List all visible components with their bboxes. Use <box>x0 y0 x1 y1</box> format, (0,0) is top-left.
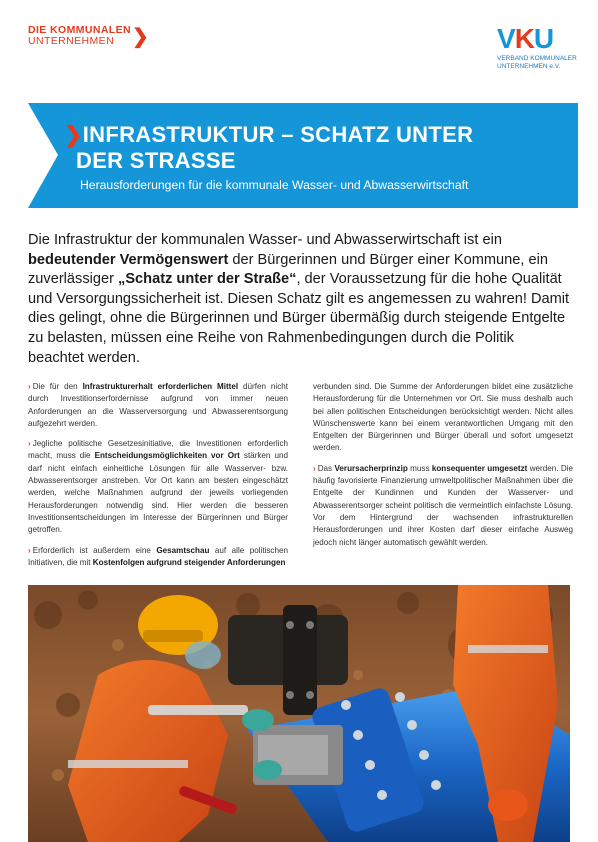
logo-line2: UNTERNEHMEN <box>28 35 115 47</box>
bullet-paragraph: › Die für den Infrastrukturerhalt erforderlichen Mittel dürfen nicht durch Investitionserfordernisse aufgrund von immer neuen Anforderungen an die Wasserversorgung und Abwasserentsorgung aufgezehrt werden. <box>28 382 289 428</box>
chevron-right-icon: › <box>28 382 31 391</box>
bullet-paragraph: › Jegliche politische Gesetzesinitiative, die Investitionen erforderlich macht, muss die Entscheidungsmöglichkeiten vor Ort stärken und darf nicht einfach einheitliche Lösungen für alle Wasserver- bzw. Abwasserentsorger anstreben. Vor Ort kann am besten eingeschätzt werden, welche Maßnahmen aufgrund der jeweils vorliegenden Herausforderungen notwendig sind. Hier werden die besseren Investitionsentscheidungen im Interesse der Bürgerinnen und Bürger getroffen. <box>28 439 288 535</box>
banner-notch <box>28 103 58 208</box>
logo-line1: DIE KOMMUNALEN <box>28 24 132 36</box>
chevron-right-icon: › <box>28 545 31 555</box>
page-subtitle: Herausforderungen für die kommunale Wasser- und Abwasserwirtschaft <box>80 178 469 192</box>
vku-logo-mark: VKU <box>497 23 554 54</box>
logo-k-icon: ❯ <box>132 26 149 48</box>
page-title: ❯INFRASTRUKTUR – SCHATZ UNTER DER STRASSE <box>64 122 474 173</box>
chevron-right-icon: › <box>313 463 316 473</box>
chevron-right-icon: › <box>28 439 31 449</box>
continuation-paragraph: verbunden sind. Die Summe der Anforderungen bildet eine zusätzliche Herausforderung für die Unternehmen vor Ort. Sie muss deshalb auch bei allen politischen Entscheidungen berücksichtigt werden. Nicht alles Wünschenswerte kann bei einem verantwortlichen Umgang mit den Entgelten der Bürgerinnen und Bürger überall und sofort umgesetzt werden. <box>313 382 573 453</box>
right-column <box>313 381 573 557</box>
vku-logo-sub1: VERBAND KOMMUNALER <box>497 55 577 62</box>
bullet-paragraph: › Das Verursacherprinzip muss konsequenter umgesetzt werden. Die häufig favorisierte Finanzierung umweltpolitischer Maßnahmen über die Entgelte der Kundinnen und Kunden der Wasserver- und Abwasserentsorger scheint politisch die vermeintlich einfachste Lösung. Vor dem Hintergrund der wachsenden infrastrukturellen Herausforderungen und ihrer Kosten darf dieser einfache Ausweg jedoch nicht länger automatisch gewählt werden. <box>313 463 573 547</box>
pipeline-workers-photo <box>28 585 570 842</box>
bullet-paragraph: › Erforderlich ist außerdem eine Gesamtschau auf alle politischen Initiativen, die mit Kostenfolgen aufgrund steigender Anforderungen <box>28 545 288 567</box>
vku-logo <box>497 25 587 71</box>
chevron-right-icon: ❯ <box>64 122 83 147</box>
left-column <box>28 381 288 577</box>
intro-paragraph: Die Infrastruktur der kommunalen Wasser- und Abwasserwirtschaft ist ein bedeutender Vermögenswert der Bürgerinnen und Bürger einer Kommune, ein zuverlässiger „Schatz unter der Straße“, der Voraussetzung für die hohe Qualität und Versorgungssicherheit ist. Diesen Schatz gilt es angemessen zu wahren! Damit dies gelingt, ohne die Bürgerinnen und Bürger übermäßig durch steigende Entgelte zu belasten, müssen eine Reihe von Rahmenbedingungen durch die Politik beachtet werden. <box>28 232 570 366</box>
vku-logo-sub2: UNTERNEHMEN e.V. <box>497 63 561 70</box>
dkmu-logo <box>28 24 149 48</box>
